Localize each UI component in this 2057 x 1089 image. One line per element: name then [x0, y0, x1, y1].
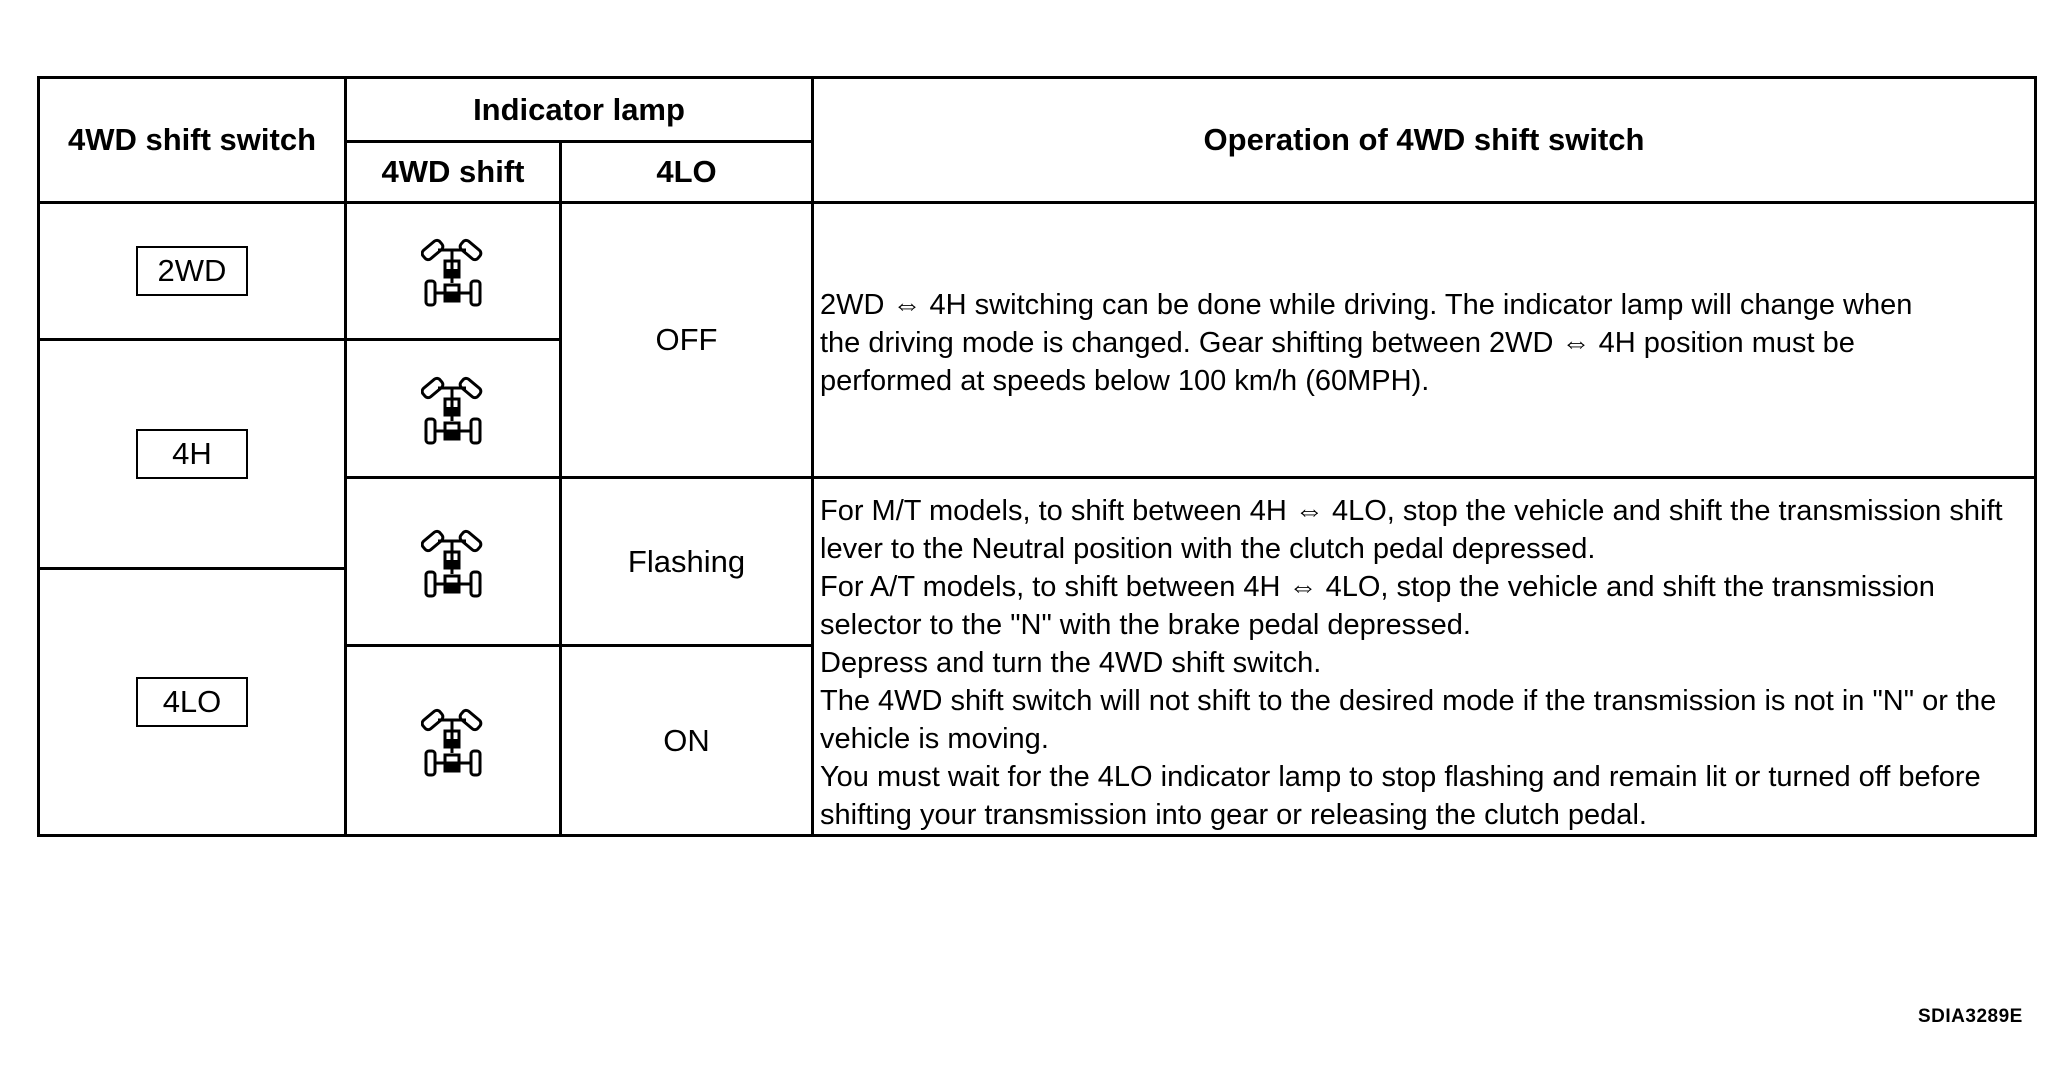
- operation-2wd-4h: 2WD ⇔ 4H switching can be done while driving. The indicator lamp will change when the driving mode is changed. Gear shifting between 2WD ⇔ 4H position must be performed at speeds below 100 km/h (60MPH).: [820, 289, 1913, 397]
- header-4wd-shift-switch: 4WD shift switch: [67, 122, 316, 157]
- lamp-cell-3: [347, 479, 559, 644]
- shift-switch-table: [37, 76, 2037, 837]
- switch-cell-4h: [40, 341, 344, 567]
- figure-code: SDIA3289E: [1918, 1006, 2023, 1027]
- lamp-cell-4: [347, 647, 559, 834]
- switch-cell-2wd: [40, 204, 344, 338]
- switch-position-2wd: 2WD: [136, 246, 248, 296]
- 4wd-drivetrain-icon: [421, 231, 485, 311]
- lo-state-off: OFF: [655, 322, 718, 357]
- header-operation: Operation of 4WD shift switch: [1203, 122, 1645, 157]
- 4wd-drivetrain-icon: [421, 369, 485, 449]
- 4wd-drivetrain-icon: [421, 522, 485, 602]
- lamp-cell-1: [347, 204, 559, 338]
- header-4lo-lamp: 4LO: [656, 154, 717, 189]
- header-indicator-lamp: Indicator lamp: [473, 91, 685, 127]
- switch-position-4h: 4H: [136, 429, 248, 479]
- lo-state-on: ON: [663, 722, 710, 758]
- header-4wd-shift-lamp: 4WD shift: [381, 154, 525, 189]
- operation-4h-4lo: For M/T models, to shift between 4H ⇔ 4LO, stop the vehicle and shift the transmission shift lever to the Neutral position with the clutch pedal depressed. For A/T models, to shift between 4H ⇔ 4LO, stop the vehicle and shift the transmission selector to the "N" with the brake pedal depressed. Depress and turn the 4WD shift switch. The 4WD shift switch will not shift to the desired mode if the transmission is not in "N" or the vehicle is moving. You must wait for the 4LO indicator lamp to stop flashing and remain lit or turned off before shifting your transmission into gear or releasing the clutch pedal.: [820, 495, 2003, 831]
- lo-state-flashing: Flashing: [627, 543, 746, 579]
- lamp-cell-2: [347, 341, 559, 476]
- 4wd-drivetrain-icon: [421, 701, 485, 781]
- switch-position-4lo: 4LO: [136, 677, 248, 727]
- switch-cell-4lo: [40, 570, 344, 834]
